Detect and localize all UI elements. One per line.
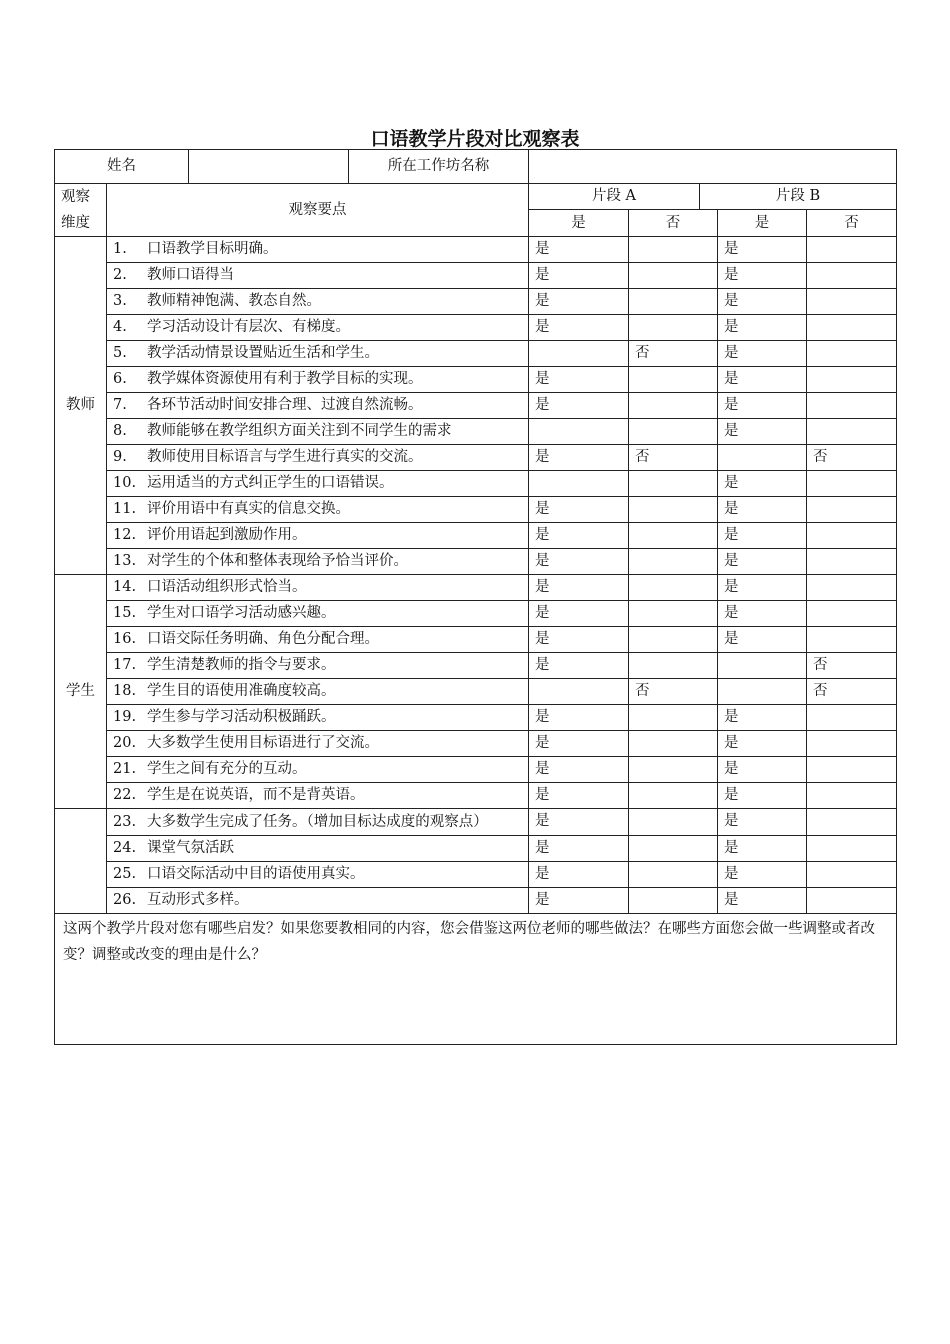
table-row xyxy=(55,289,897,315)
item-number: 25. xyxy=(113,866,137,882)
table-row xyxy=(55,263,897,289)
segment-b-no-cell[interactable] xyxy=(807,888,897,914)
table-row xyxy=(55,601,897,627)
segment-a-yes-cell[interactable]: 是 xyxy=(529,862,629,888)
observation-point xyxy=(107,471,529,497)
segment-a-no-cell[interactable] xyxy=(629,601,718,627)
segment-a-no-cell[interactable] xyxy=(629,809,718,836)
segment-b-no-cell[interactable] xyxy=(807,575,897,601)
segment-a-no-cell[interactable] xyxy=(629,523,718,549)
segment-b-no-cell[interactable]: 否 xyxy=(807,679,897,705)
table-row xyxy=(55,888,897,914)
observation-table xyxy=(54,149,897,1045)
observation-point xyxy=(107,888,529,914)
table-row xyxy=(55,653,897,679)
observation-point xyxy=(107,289,529,315)
item-text: 学生清楚教师的指令与要求。 xyxy=(147,657,336,673)
segment-b-no-cell[interactable] xyxy=(807,523,897,549)
segment-a-yes-cell[interactable]: 是 xyxy=(529,836,629,862)
observation-point xyxy=(107,341,529,367)
segment-a-no-cell[interactable] xyxy=(629,497,718,523)
table-row xyxy=(55,367,897,393)
segment-a-yes-cell[interactable]: 是 xyxy=(529,315,629,341)
segment-b-yes-cell[interactable]: 是 xyxy=(718,809,807,836)
item-text: 口语教学目标明确。 xyxy=(147,241,278,257)
segment-b-header: 片段 B xyxy=(700,184,897,210)
segment-a-yes-cell[interactable]: 是 xyxy=(529,497,629,523)
observation-point xyxy=(107,445,529,471)
segment-b-yes-cell[interactable]: 是 xyxy=(718,367,807,393)
workshop-label: 所在工作坊名称 xyxy=(349,150,529,184)
segment-a-no-cell[interactable]: 否 xyxy=(629,445,718,471)
segment-b-yes-cell[interactable]: 是 xyxy=(718,731,807,757)
segment-a-yes-cell[interactable]: 是 xyxy=(529,653,629,679)
observation-point xyxy=(107,523,529,549)
segment-b-no-cell[interactable] xyxy=(807,757,897,783)
segment-b-yes-cell[interactable]: 是 xyxy=(718,836,807,862)
page-title: 口语教学片段对比观察表 xyxy=(370,128,580,150)
segment-a-no-cell[interactable] xyxy=(629,705,718,731)
segment-b-no-cell[interactable] xyxy=(807,783,897,809)
item-text: 教学媒体资源使用有利于教学目标的实现。 xyxy=(147,371,423,387)
item-number: 21. xyxy=(113,761,137,777)
observation-point xyxy=(107,237,529,263)
segment-a-no-cell[interactable] xyxy=(629,263,718,289)
table-row xyxy=(55,627,897,653)
segment-b-no-cell[interactable] xyxy=(807,237,897,263)
group-label-other xyxy=(55,809,107,914)
item-text: 学生参与学习活动积极踊跃。 xyxy=(147,709,336,725)
table-row xyxy=(55,315,897,341)
segment-b-yes-cell[interactable] xyxy=(718,653,807,679)
reflection-prompt[interactable]: 这两个教学片段对您有哪些启发？如果您要教相同的内容，您会借鉴这两位老师的哪些做法？在哪些方面您会做一些调整或者改变？调整或改变的理由是什么？ xyxy=(55,914,897,1045)
item-number: 11. xyxy=(113,501,137,517)
a-no-header: 否 xyxy=(629,210,718,237)
segment-a-yes-cell[interactable]: 是 xyxy=(529,237,629,263)
item-number: 24. xyxy=(113,840,137,856)
name-label: 姓名 xyxy=(55,150,189,184)
segment-b-yes-cell[interactable]: 是 xyxy=(718,263,807,289)
item-number: 14. xyxy=(113,579,137,595)
observation-point xyxy=(107,731,529,757)
segment-b-yes-cell[interactable]: 是 xyxy=(718,341,807,367)
item-number: 17. xyxy=(113,657,137,673)
segment-a-yes-cell[interactable]: 是 xyxy=(529,549,629,575)
item-number: 20. xyxy=(113,735,137,751)
segment-b-no-cell[interactable]: 否 xyxy=(807,445,897,471)
item-number: 4. xyxy=(113,319,127,335)
segment-b-yes-cell[interactable]: 是 xyxy=(718,601,807,627)
item-text: 评价用语起到激励作用。 xyxy=(147,527,307,543)
observation-point xyxy=(107,705,529,731)
segment-a-yes-cell[interactable]: 是 xyxy=(529,367,629,393)
table-row xyxy=(55,862,897,888)
segment-b-yes-cell[interactable]: 是 xyxy=(718,419,807,445)
segment-a-no-cell[interactable] xyxy=(629,315,718,341)
group-label-teacher: 教师 xyxy=(55,237,107,575)
observation-point xyxy=(107,836,529,862)
item-text: 口语交际活动中目的语使用真实。 xyxy=(147,866,365,882)
segment-b-no-cell[interactable] xyxy=(807,627,897,653)
item-number: 26. xyxy=(113,892,137,908)
segment-b-no-cell[interactable] xyxy=(807,549,897,575)
segment-b-no-cell[interactable] xyxy=(807,809,897,836)
table-row xyxy=(55,809,897,836)
table-row xyxy=(55,445,897,471)
observation-point xyxy=(107,263,529,289)
table-row xyxy=(55,497,897,523)
segment-a-yes-cell[interactable]: 是 xyxy=(529,289,629,315)
b-yes-header: 是 xyxy=(718,210,807,237)
segment-b-no-cell[interactable]: 否 xyxy=(807,653,897,679)
item-text: 课堂气氛活跃 xyxy=(147,840,234,856)
segment-a-no-cell[interactable] xyxy=(629,289,718,315)
segment-a-yes-cell[interactable]: 是 xyxy=(529,601,629,627)
segment-b-yes-cell[interactable]: 是 xyxy=(718,471,807,497)
observation-point xyxy=(107,367,529,393)
item-text: 教师口语得当 xyxy=(147,267,234,283)
item-number: 13. xyxy=(113,553,137,569)
item-number: 2. xyxy=(113,267,127,283)
table-row xyxy=(55,393,897,419)
segment-b-no-cell[interactable] xyxy=(807,393,897,419)
table-row xyxy=(55,783,897,809)
observation-point xyxy=(107,393,529,419)
segment-b-no-cell[interactable] xyxy=(807,862,897,888)
b-no-header: 否 xyxy=(807,210,897,237)
segment-a-yes-cell[interactable]: 是 xyxy=(529,705,629,731)
item-text: 学生对口语学习活动感兴趣。 xyxy=(147,605,336,621)
segment-b-yes-cell[interactable]: 是 xyxy=(718,862,807,888)
item-number: 7. xyxy=(113,397,127,413)
a-yes-header: 是 xyxy=(529,210,629,237)
item-text: 学习活动设计有层次、有梯度。 xyxy=(147,319,350,335)
observation-point xyxy=(107,757,529,783)
item-number: 8. xyxy=(113,423,127,439)
observation-point xyxy=(107,315,529,341)
segment-a-no-cell[interactable] xyxy=(629,836,718,862)
workshop-field[interactable] xyxy=(529,150,897,184)
segment-a-no-cell[interactable] xyxy=(629,419,718,445)
item-text: 教师使用目标语言与学生进行真实的交流。 xyxy=(147,449,423,465)
item-number: 23. xyxy=(113,814,137,830)
item-text: 教师精神饱满、教态自然。 xyxy=(147,293,321,309)
segment-b-no-cell[interactable] xyxy=(807,471,897,497)
segment-b-no-cell[interactable] xyxy=(807,497,897,523)
item-text: 运用适当的方式纠正学生的口语错误。 xyxy=(147,475,394,491)
segment-b-no-cell[interactable] xyxy=(807,341,897,367)
segment-a-yes-cell[interactable]: 是 xyxy=(529,888,629,914)
observation-point xyxy=(107,419,529,445)
item-text: 大多数学生完成了任务。（增加目标达成度的观察点） xyxy=(147,814,488,830)
observation-point xyxy=(107,809,529,836)
observation-point xyxy=(107,497,529,523)
segment-b-yes-cell[interactable]: 是 xyxy=(718,523,807,549)
segment-a-yes-cell[interactable]: 是 xyxy=(529,263,629,289)
segment-b-yes-cell[interactable]: 是 xyxy=(718,237,807,263)
segment-a-no-cell[interactable] xyxy=(629,575,718,601)
segment-b-yes-cell[interactable]: 是 xyxy=(718,393,807,419)
segment-a-header: 片段 A xyxy=(529,184,700,210)
segment-b-yes-cell[interactable]: 是 xyxy=(718,627,807,653)
segment-a-yes-cell[interactable]: 是 xyxy=(529,445,629,471)
observation-point xyxy=(107,627,529,653)
item-number: 10. xyxy=(113,475,137,491)
item-number: 22. xyxy=(113,787,137,803)
segment-a-yes-cell[interactable] xyxy=(529,341,629,367)
segment-a-no-cell[interactable] xyxy=(629,757,718,783)
table-row xyxy=(55,549,897,575)
name-field[interactable] xyxy=(189,150,349,184)
item-text: 互动形式多样。 xyxy=(147,892,249,908)
segment-b-yes-cell[interactable] xyxy=(718,679,807,705)
table-row xyxy=(55,757,897,783)
item-text: 学生目的语使用准确度较高。 xyxy=(147,683,336,699)
item-number: 12. xyxy=(113,527,137,543)
segment-b-no-cell[interactable] xyxy=(807,731,897,757)
table-row xyxy=(55,341,897,367)
observation-point xyxy=(107,601,529,627)
segment-b-yes-cell[interactable]: 是 xyxy=(718,549,807,575)
item-text: 对学生的个体和整体表现给予恰当评价。 xyxy=(147,553,408,569)
segment-a-no-cell[interactable] xyxy=(629,653,718,679)
observation-point xyxy=(107,862,529,888)
observation-point xyxy=(107,783,529,809)
table-row xyxy=(55,575,897,601)
segment-b-yes-cell[interactable]: 是 xyxy=(718,757,807,783)
segment-a-no-cell[interactable] xyxy=(629,471,718,497)
segment-a-no-cell[interactable]: 否 xyxy=(629,341,718,367)
item-text: 评价用语中有真实的信息交换。 xyxy=(147,501,350,517)
segment-a-yes-cell[interactable]: 是 xyxy=(529,757,629,783)
table-row xyxy=(55,705,897,731)
segment-a-no-cell[interactable] xyxy=(629,393,718,419)
segment-b-no-cell[interactable] xyxy=(807,315,897,341)
item-number: 19. xyxy=(113,709,137,725)
table-row xyxy=(55,731,897,757)
item-number: 1. xyxy=(113,241,127,257)
segment-a-yes-cell[interactable]: 是 xyxy=(529,627,629,653)
segment-a-yes-cell[interactable]: 是 xyxy=(529,809,629,836)
segment-b-no-cell[interactable] xyxy=(807,705,897,731)
segment-a-yes-cell[interactable]: 是 xyxy=(529,731,629,757)
column-header-row xyxy=(55,184,897,210)
segment-a-no-cell[interactable]: 否 xyxy=(629,679,718,705)
item-number: 18. xyxy=(113,683,137,699)
item-text: 学生之间有充分的互动。 xyxy=(147,761,307,777)
item-number: 5. xyxy=(113,345,127,361)
table-row xyxy=(55,237,897,263)
item-text: 教师能够在教学组织方面关注到不同学生的需求 xyxy=(147,423,452,439)
observation-point xyxy=(107,653,529,679)
observation-point xyxy=(107,679,529,705)
segment-b-yes-cell[interactable]: 是 xyxy=(718,705,807,731)
item-text: 教学活动情景设置贴近生活和学生。 xyxy=(147,345,379,361)
item-number: 9. xyxy=(113,449,127,465)
table-row xyxy=(55,679,897,705)
segment-b-yes-cell[interactable]: 是 xyxy=(718,575,807,601)
table-row xyxy=(55,523,897,549)
item-number: 6. xyxy=(113,371,127,387)
group-label-student: 学生 xyxy=(55,575,107,809)
item-text: 大多数学生使用目标语进行了交流。 xyxy=(147,735,379,751)
segment-b-no-cell[interactable] xyxy=(807,289,897,315)
reflection-row xyxy=(55,914,897,1045)
item-text: 各环节活动时间安排合理、过渡自然流畅。 xyxy=(147,397,423,413)
item-text: 学生是在说英语，而不是背英语。 xyxy=(147,787,365,803)
segment-b-no-cell[interactable] xyxy=(807,601,897,627)
item-text: 口语交际任务明确、角色分配合理。 xyxy=(147,631,379,647)
segment-b-no-cell[interactable] xyxy=(807,263,897,289)
segment-a-yes-cell[interactable] xyxy=(529,419,629,445)
segment-a-no-cell[interactable] xyxy=(629,627,718,653)
item-number: 3. xyxy=(113,293,127,309)
segment-b-yes-cell[interactable] xyxy=(718,445,807,471)
segment-a-no-cell[interactable] xyxy=(629,888,718,914)
header-row xyxy=(55,150,897,184)
dimension-header: 观察 维度 xyxy=(55,184,107,237)
item-number: 15. xyxy=(113,605,137,621)
segment-a-yes-cell[interactable]: 是 xyxy=(529,575,629,601)
segment-a-no-cell[interactable] xyxy=(629,367,718,393)
table-row xyxy=(55,419,897,445)
segment-b-yes-cell[interactable]: 是 xyxy=(718,289,807,315)
segment-a-yes-cell[interactable]: 是 xyxy=(529,523,629,549)
segment-b-yes-cell[interactable]: 是 xyxy=(718,783,807,809)
segment-b-yes-cell[interactable]: 是 xyxy=(718,888,807,914)
segment-a-yes-cell[interactable]: 是 xyxy=(529,393,629,419)
table-row xyxy=(55,471,897,497)
segment-a-no-cell[interactable] xyxy=(629,783,718,809)
segment-a-yes-cell[interactable] xyxy=(529,471,629,497)
segment-b-no-cell[interactable] xyxy=(807,836,897,862)
segment-b-no-cell[interactable] xyxy=(807,419,897,445)
segment-b-yes-cell[interactable]: 是 xyxy=(718,315,807,341)
item-number: 16. xyxy=(113,631,137,647)
segment-a-yes-cell[interactable] xyxy=(529,679,629,705)
segment-a-no-cell[interactable] xyxy=(629,862,718,888)
segment-a-yes-cell[interactable]: 是 xyxy=(529,783,629,809)
segment-a-no-cell[interactable] xyxy=(629,549,718,575)
segment-a-no-cell[interactable] xyxy=(629,237,718,263)
segment-b-no-cell[interactable] xyxy=(807,367,897,393)
item-text: 口语活动组织形式恰当。 xyxy=(147,579,307,595)
table-row xyxy=(55,836,897,862)
points-header: 观察要点 xyxy=(107,184,529,237)
segment-b-yes-cell[interactable]: 是 xyxy=(718,497,807,523)
segment-a-no-cell[interactable] xyxy=(629,731,718,757)
observation-point xyxy=(107,549,529,575)
observation-point xyxy=(107,575,529,601)
